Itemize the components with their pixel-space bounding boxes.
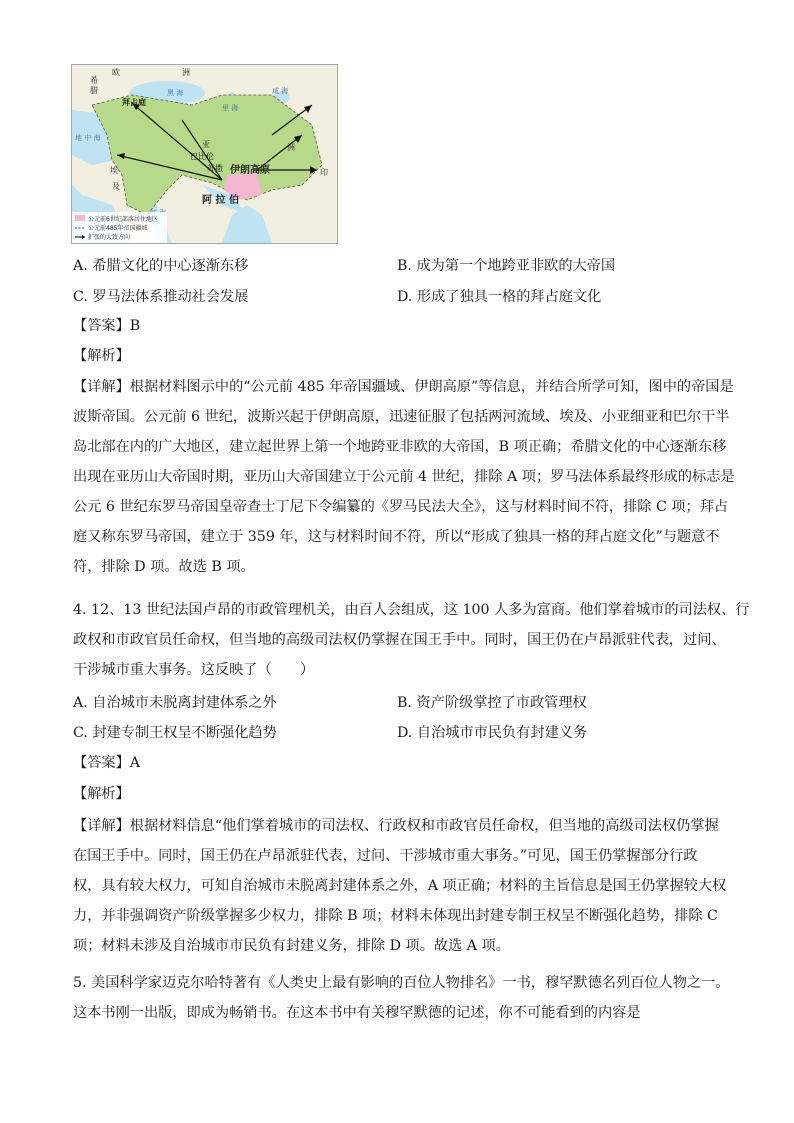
- q3-detail-line: 波斯帝国。公元前 6 世纪，波斯兴起于伊朗高原，迅速征服了包括两河流域、埃及、小亚细亚和巴尔干半: [73, 409, 730, 425]
- q4-stem-line: 政权和市政官员任命权，但当地的高级司法权仍掌握在国王手中。同时，国王仍在卢昂派驻代表，过问、: [73, 632, 726, 648]
- map-label-europe1: 欧: [112, 68, 120, 77]
- map-graphic: [72, 65, 337, 243]
- legend-swatch-origin: [75, 215, 85, 221]
- map-label-arabia: 阿 拉 伯: [202, 195, 239, 206]
- q4-detail-line: 力，并非强调资产阶级掌握多少权力，排除 B 项；材料未体现出封建专制王权呈不断强化趋势，排除 C: [73, 908, 718, 924]
- q4-detail-line: 权，具有较大权力，可知自治城市未脱离封建体系之外，A 项正确；材料的主旨信息是国王仍掌握较大权: [73, 878, 727, 894]
- q4-option-d: D. 自治城市市民负有封建义务: [397, 725, 588, 741]
- q4-detail-line: 在国王手中。同时，国王仍在卢昂派驻代表，过问、干涉城市重大事务。”可见，国王仍掌握部分行政: [73, 848, 698, 864]
- q3-detail-line: 岛北部在内的广大地区，建立起世界上第一个地跨亚非欧的大帝国，B 项正确；希腊文化的中心逐渐东移: [73, 439, 727, 455]
- q3-detail-line: 庭又称东罗马帝国，建立于 359 年，这与材料时间不符，所以“形成了独具一格的拜占庭文化”与题意不: [73, 529, 720, 545]
- map-label-asia1: 亚: [202, 140, 210, 149]
- q4-option-c: C. 封建专制王权呈不断强化趋势: [73, 725, 277, 741]
- q4-option-b: B. 资产阶级掌控了市政管理权: [397, 695, 587, 711]
- map-label-caspian: 里 海: [222, 104, 239, 112]
- q3-detail-line: 【详解】根据材料图示中的“公元前 485 年帝国疆域、伊朗高原”等信息，并结合所学可知，图中的帝国是: [73, 379, 734, 395]
- q3-detail-line: 出现在亚历山大帝国时期，亚历山大帝国建立于公元前 4 世纪，排除 A 项；罗马法体系最终形成的标志是: [73, 469, 735, 485]
- map-label-egypt1: 埃: [110, 166, 118, 175]
- map-label-babylon: 巴比伦: [190, 152, 214, 161]
- map-label-india: 印: [320, 168, 328, 177]
- q5-stem: [73, 968, 730, 1028]
- map-label-black-sea: 黑 海: [167, 89, 184, 97]
- q3-analysis-label: 【解析】: [73, 348, 130, 364]
- map-label-greece2: 腊: [90, 86, 98, 95]
- q3-option-a: A. 希腊文化的中心逐渐东移: [73, 258, 249, 274]
- legend-item1: 公元前6世纪部落居住地区: [88, 216, 158, 223]
- map-label-asia2: 洲: [287, 143, 295, 152]
- map-label-egypt2: 及: [112, 182, 120, 191]
- q4-stem-line: 4. 12、13 世纪法国卢昂的市政管理机关，由百人会组成，这 100 人多为富商。他们掌着城市的司法权、行: [73, 602, 750, 618]
- q3-detail-line: 公元 6 世纪东罗马帝国皇帝查士丁尼下令编纂的《罗马民法大全》，这与材料时间不符，排除 C 项；拜占: [73, 499, 729, 515]
- q5-stem-line: 这本书刚一出版，即成为畅销书。在这本书中有关穆罕默德的记述，你不可能看到的内容是: [73, 1005, 641, 1021]
- legend-item2: 公元前485年帝国疆域: [88, 225, 148, 232]
- q3-detail-line: 符，排除 D 项。故选 B 项。: [73, 559, 255, 575]
- q4-detail: [73, 811, 727, 961]
- map-label-susa: 苏撒: [207, 164, 223, 173]
- map-label-europe2: 洲: [182, 68, 190, 77]
- q3-answer: 【答案】B: [73, 318, 141, 334]
- q3-option-c: C. 罗马法体系推动社会发展: [73, 289, 249, 305]
- q4-detail-line: 【详解】根据材料信息“他们掌着城市的司法权、行政权和市政官员任命权，但当地的高级司法权仍掌握: [73, 818, 719, 834]
- q4-detail-line: 项；材料未涉及自治城市市民负有封建义务，排除 D 项。故选 A 项。: [73, 938, 510, 954]
- q4-stem: [73, 595, 750, 685]
- q3-option-b: B. 成为第一个地跨亚非欧的大帝国: [397, 258, 616, 274]
- q4-analysis-label: 【解析】: [73, 786, 130, 802]
- q4-option-a: A. 自治城市未脱离封建体系之外: [73, 695, 277, 711]
- persian-empire-map: [71, 64, 338, 244]
- legend-item3: 扩张的大致方向: [88, 234, 131, 241]
- map-label-byzantine: 拜占庭: [122, 98, 146, 107]
- map-label-aral: 咸 海: [272, 87, 289, 95]
- map-label-iran-plateau: 伊朗高原: [230, 165, 270, 176]
- map-label-med: 地 中 海: [75, 134, 101, 142]
- map-label-greece1: 希: [90, 76, 98, 85]
- q5-stem-line: 5. 美国科学家迈克尔哈特著有《人类史上最有影响的百位人物排名》一书，穆罕默德名列百位人物之一。: [73, 975, 730, 991]
- q3-option-d: D. 形成了独具一格的拜占庭文化: [397, 289, 602, 305]
- q4-stem-line: 干涉城市重大事务。这反映了（ ）: [73, 662, 315, 678]
- q3-detail: [73, 372, 735, 582]
- q4-answer: 【答案】A: [73, 755, 140, 771]
